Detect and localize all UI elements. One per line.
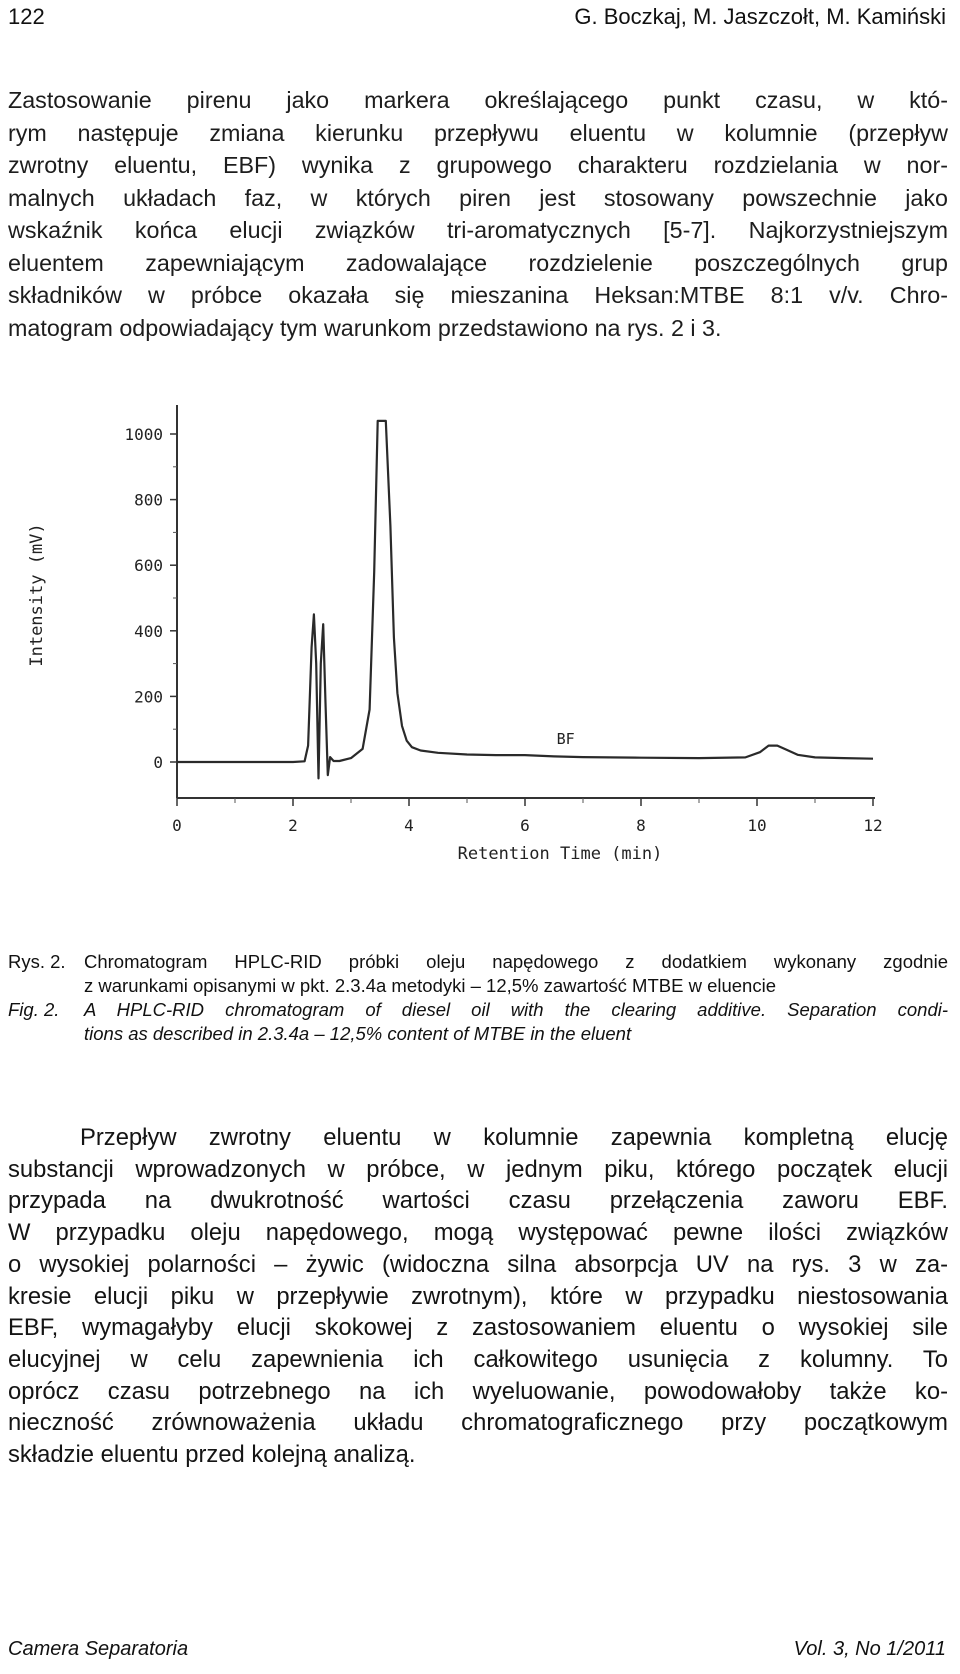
y-tick-label: 0 <box>153 753 163 772</box>
page-footer <box>8 1638 946 1668</box>
x-tick-label: 0 <box>172 816 182 835</box>
y-tick-label: 600 <box>134 556 163 576</box>
journal-name: Camera Separatoria <box>8 1638 189 1660</box>
text-line: kresie elucji piku w przepływie zwrotnym), które w przypadku niestosowania <box>8 1282 948 1310</box>
text-line: o wysokiej polarności – żywic (widoczna silna absorpcja UV na rys. 3 w za- <box>8 1250 948 1278</box>
bf-annotation-label: BF <box>556 729 575 748</box>
paragraph-2 <box>8 1122 948 1471</box>
text-line: zwrotny eluentu, EBF) wynika z grupowego charakteru rozdzielania w nor- <box>8 152 948 178</box>
text-line: oprócz czasu potrzebnego na ich wyeluowanie, powodowałoby także ko- <box>8 1377 948 1405</box>
x-tick-label: 10 <box>747 816 767 835</box>
y-tick-label: 800 <box>134 490 163 510</box>
text-line: rym następuje zmiana kierunku przepływu eluentu w kolumnie (przepływ <box>8 119 948 146</box>
y-axis-title: Intensity (mV) <box>27 523 47 667</box>
caption-line: z warunkami opisanymi w pkt. 2.3.4a metodyki – 12,5% zawartość MTBE w eluencie <box>84 975 776 996</box>
paragraph-1 <box>8 84 948 344</box>
page-number: 122 <box>8 4 45 29</box>
caption-line: tions as described in 2.3.4a – 12,5% content of MTBE in the eluent <box>84 1023 632 1044</box>
y-tick-label: 1000 <box>124 425 163 444</box>
chromatogram-figure <box>20 405 950 925</box>
text-line: malnych układach faz, w których piren jest stosowany powszechnie jako <box>8 184 948 211</box>
text-line: Przepływ zwrotny eluentu w kolumnie zapewnia kompletną elucję <box>80 1124 948 1151</box>
y-tick-label: 400 <box>134 621 163 641</box>
journal-volume: Vol. 3, No 1/2011 <box>793 1638 946 1660</box>
y-tick-label: 200 <box>134 687 163 707</box>
x-tick-label: 6 <box>520 816 530 835</box>
text-line: substancji wprowadzonych w próbce, w jednym piku, którego początek elucji <box>8 1155 948 1183</box>
chromatogram-chart <box>20 405 950 925</box>
text-line: matogram odpowiadający tym warunkom przedstawiono na rys. 2 i 3. <box>8 314 722 341</box>
x-axis-title: Retention Time (min) <box>457 844 663 864</box>
chromatogram-trace <box>177 421 873 779</box>
text-line: Zastosowanie pirenu jako markera określającego punkt czasu, w któ- <box>8 87 948 113</box>
text-line: składzie eluentu przed kolejną analizą. <box>8 1441 416 1469</box>
caption-line: Chromatogram HPLC-RID próbki oleju napędowego z dodatkiem wykonany zgodnie <box>84 951 948 972</box>
caption-tag-rys: Rys. 2. <box>8 951 66 972</box>
caption-tag-fig: Fig. 2. <box>8 999 60 1020</box>
text-line: wskaźnik końca elucji związków tri-aromatycznych [5-7]. Najkorzystniejszym <box>8 217 948 243</box>
text-line: eluentem zapewniającym zadowalające rozdzielenie poszczególnych grup <box>8 249 948 276</box>
text-line: W przypadku oleju napędowego, mogą występować pewne ilości związków <box>8 1219 948 1247</box>
caption-line: A HPLC-RID chromatogram of diesel oil with the clearing additive. Separation condi- <box>84 999 948 1020</box>
x-tick-label: 8 <box>636 816 646 835</box>
figure-caption <box>8 950 948 1046</box>
caption-english <box>8 998 948 1046</box>
text-line: przypada na dwukrotność wartości czasu przełączenia zaworu EBF. <box>8 1187 948 1215</box>
text-line: EBF, wymagałyby elucji skokowej z zastosowaniem eluentu o wysokiej sile <box>8 1314 948 1342</box>
text-line: elucyjnej w celu zapewnienia ich całkowitego usunięcia z kolumny. To <box>8 1345 948 1373</box>
x-tick-label: 12 <box>863 816 883 835</box>
text-line: składników w próbce okazała się mieszanina Heksan:MTBE 8:1 v/v. Chro- <box>8 282 948 308</box>
text-line: nieczność zrównoważenia układu chromatograficznego przy początkowym <box>8 1409 948 1437</box>
x-tick-label: 2 <box>288 816 298 835</box>
page-header <box>8 4 946 36</box>
x-tick-label: 4 <box>404 816 414 835</box>
running-authors: G. Boczkaj, M. Jaszczołt, M. Kamiński <box>574 4 946 29</box>
caption-polish <box>8 950 948 998</box>
